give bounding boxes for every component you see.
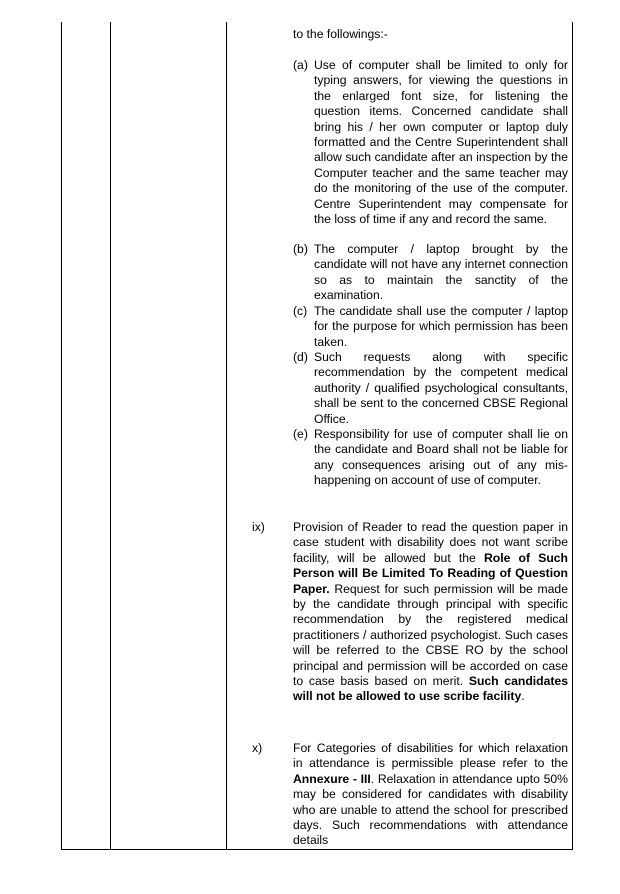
table-column-divider-2: [226, 22, 227, 849]
sub-item-label: (c): [293, 304, 308, 318]
clause-ix-text-part: .: [521, 689, 525, 704]
clause-ix-label: ix): [252, 520, 265, 534]
clause-x-text-part: For Categories of disabilities for which relaxation in attendance is permissible please refer to the: [293, 741, 568, 771]
clause-ix-text-part: Request for such permission will be made by the candidate through principal with specific recommendation by the registered medical practitioners / authorized psychologist. Such cases will be referred to the CBSE RO by the school principal and permission will be accorded on case to case basis based on merit.: [293, 581, 568, 689]
clause-ix-bold-part: Role of Such Person will Be Limited To Reading of Question Paper.: [293, 550, 569, 596]
intro-text: to the followings:-: [293, 27, 388, 41]
sub-item-text: Such requests along with specific recommendation by the competent medical authority / qualified psychological consultants, shall be sent to the concerned CBSE Regional Office.: [314, 350, 568, 426]
sub-item-text: Use of computer shall be limited to only for typing answers, for viewing the questions in the enlarged font size, for listening the question items. Concerned candidate shall bring his / her own computer or laptop duly formatted and the Centre Superintendent shall allow such candidate after an inspection by the Computer teacher and the same teacher may do the monitoring of the use of the computer. Centre Superintendent may compensate for the loss of time if any and record the same.: [314, 58, 568, 227]
sub-item-a: [293, 58, 568, 227]
sub-item-text: Responsibility for use of computer shall lie on the candidate and Board shall not be liable for any consequences arising out of any mis-happening on account of use of computer.: [314, 427, 568, 488]
clause-x-text: [293, 741, 568, 849]
table-border-bottom: [61, 849, 573, 850]
clause-x-label: x): [252, 741, 263, 755]
sub-item-text: The candidate shall use the computer / laptop for the purpose for which permission has been taken.: [314, 304, 568, 349]
clause-x-text-part: . Relaxation in attendance upto 50% may be considered for candidates with disability who are unable to attend the school for prescribed days. Such recommendations with attendance details: [293, 771, 568, 848]
table-border-left: [61, 22, 62, 849]
sub-item-label: (d): [293, 350, 308, 364]
clause-ix-text-part: Provision of Reader to read the question paper in case student with disability does not want scribe facility, will be allowed but the: [293, 520, 568, 565]
sub-item-c: [293, 304, 568, 350]
table-border-right: [572, 22, 573, 849]
sub-item-e: [293, 427, 568, 489]
sub-item-d: [293, 350, 568, 427]
clause-x-bold-part: Annexure - III: [293, 771, 371, 786]
sub-item-label: (a): [293, 58, 308, 72]
sub-item-b: [293, 242, 568, 304]
clause-ix-text: [293, 520, 568, 705]
sub-item-label: (b): [293, 242, 308, 256]
sub-item-text: The computer / laptop brought by the candidate will not have any internet connection so as to maintain the sanctity of the examination.: [314, 242, 568, 303]
sub-item-label: (e): [293, 427, 308, 441]
table-column-divider-1: [110, 22, 111, 849]
clause-ix-bold-part: Such candidates will not be allowed to use scribe facility: [293, 674, 568, 704]
